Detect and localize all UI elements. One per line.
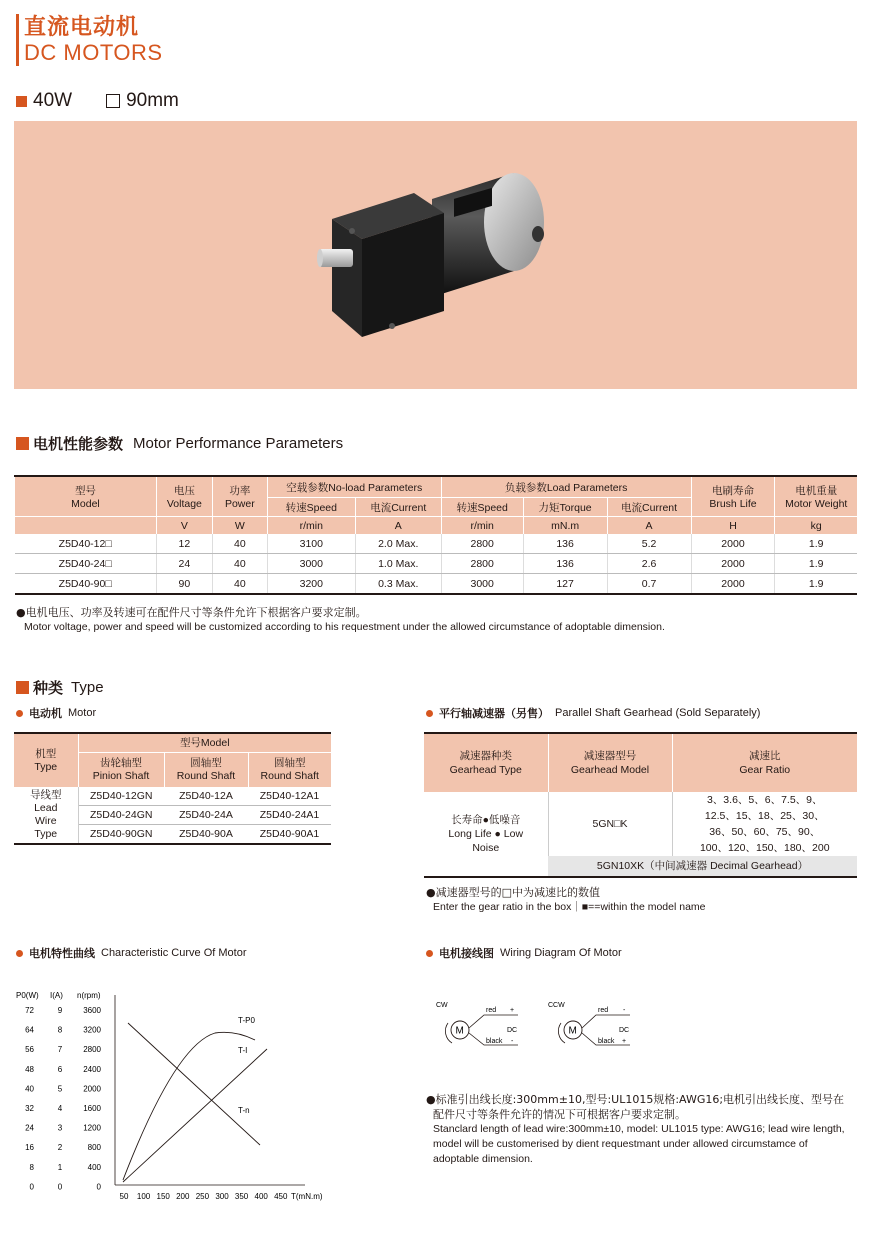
gearhead-table — [424, 732, 857, 878]
type-title-en: Type — [71, 679, 104, 696]
tick-label: 400 — [87, 1162, 101, 1172]
table-cell: 2.0 Max. — [355, 534, 441, 554]
gear-ratio-cell: 3、3.6、5、6、7.5、9、 12.5、15、18、25、30、 36、50、60、75、90、 100、120、150、180、200 — [672, 792, 857, 856]
curve-subtitle-en: Characteristic Curve Of Motor — [101, 947, 247, 959]
spec-line — [16, 90, 179, 112]
col-model: 型号 Model — [15, 476, 157, 517]
square-outline-icon — [106, 94, 120, 108]
table-cell: Z5D40-24□ — [15, 554, 157, 574]
curve-t-p0 — [123, 1032, 255, 1180]
model-cell: Z5D40-24A — [164, 806, 248, 825]
tick-label: 1 — [57, 1162, 63, 1172]
perf-title-en: Motor Performance Parameters — [133, 435, 344, 452]
unit-v: V — [156, 517, 212, 535]
filled-square-icon — [16, 681, 29, 694]
dc-gear-motor-illustration — [14, 121, 857, 389]
tick-label: 1600 — [83, 1104, 101, 1113]
tick-label: 2000 — [83, 1084, 101, 1094]
table-cell: 2000 — [691, 534, 775, 554]
bullet-dot-icon — [426, 710, 433, 717]
table-cell: 2.6 — [607, 554, 691, 574]
gear-model-cell: 5GN□K — [548, 792, 672, 856]
tick-label: 3 — [57, 1123, 63, 1133]
label-t-n: T-n — [238, 1106, 250, 1115]
tick-label: 5 — [57, 1084, 63, 1094]
tick-label: 3200 — [83, 1025, 101, 1035]
bullet-dot-icon — [16, 950, 23, 957]
motor-subtitle-cn: 电动机 — [29, 707, 62, 720]
unit-w: W — [212, 517, 267, 535]
tick-label: 16 — [25, 1143, 34, 1153]
model-cell: Z5D40-24A1 — [248, 806, 331, 825]
table-cell: 90 — [156, 574, 212, 595]
motor-type-table — [14, 732, 331, 845]
table-cell: 2000 — [691, 554, 775, 574]
table-cell: 40 — [212, 554, 267, 574]
type-title-cn: 种类 — [33, 679, 64, 697]
table-cell: 1.9 — [775, 534, 857, 554]
tick-label: 3600 — [83, 1006, 101, 1015]
col-noload: 空载参数No-load Parameters — [267, 476, 441, 498]
product-photo — [14, 121, 857, 389]
table-cell: 3000 — [441, 574, 523, 595]
perf-note-en: Motor voltage, power and speed will be customized according to his requestment under the allowed circumstance of adoptable dimension. — [24, 621, 665, 633]
table-cell: 2800 — [441, 554, 523, 574]
tick-label: 8 — [29, 1162, 34, 1172]
tick-label: 0 — [57, 1182, 63, 1192]
unit-h: H — [691, 517, 775, 535]
curve-t-n — [128, 1023, 260, 1145]
tick-label: 40 — [25, 1084, 34, 1094]
cw-diagram — [436, 1002, 518, 1045]
filled-square-icon — [16, 96, 27, 107]
tick-label: 56 — [25, 1045, 34, 1055]
col-weight: 电机重量 Motor Weight — [775, 476, 857, 517]
wiring-subtitle-cn: 电机接线图 — [439, 947, 494, 960]
gear-note-cn: ●减速器型号的□中为减速比的数值 — [426, 886, 600, 899]
table-cell: 0.7 — [607, 574, 691, 595]
table-cell: Z5D40-90□ — [15, 574, 157, 595]
cw-red-sign: + — [510, 1007, 515, 1014]
table-cell: 24 — [156, 554, 212, 574]
perf-section-title — [16, 433, 343, 454]
col-torque: 力矩Torque — [523, 498, 607, 517]
table-cell: 136 — [523, 534, 607, 554]
cw-label: CW — [436, 1002, 448, 1009]
tick-label: 50 — [119, 1192, 129, 1201]
type-section-title — [16, 677, 104, 698]
wiring-subtitle-en: Wiring Diagram Of Motor — [500, 947, 622, 959]
label-t-i: T-I — [238, 1046, 248, 1055]
table-cell: 136 — [523, 554, 607, 574]
tick-label: 350 — [234, 1192, 249, 1201]
tick-label: 300 — [215, 1192, 229, 1201]
spec-size: 90mm — [126, 90, 179, 111]
wire-red-label: red — [486, 1007, 497, 1014]
tick-label: 0 — [29, 1182, 34, 1192]
model-cell: Z5D40-12A — [164, 787, 248, 806]
gear-subtitle — [426, 705, 760, 721]
col-type: 机型 Type — [14, 733, 78, 787]
table-cell: Z5D40-12□ — [15, 534, 157, 554]
unit-rmin: r/min — [441, 517, 523, 535]
header-accent-bar — [16, 14, 19, 66]
gear-note-en: Enter the gear ratio in the box｜■==within the model name — [433, 901, 706, 913]
table-cell: 1.9 — [775, 554, 857, 574]
filled-square-icon — [16, 437, 29, 450]
tick-label: 450 — [274, 1192, 288, 1201]
axis-p-label: P0(W) — [16, 991, 39, 1000]
wiring-note-en3: adoptable dimension. — [433, 1153, 533, 1165]
table-cell: 0.3 Max. — [355, 574, 441, 595]
model-cell: Z5D40-90A1 — [248, 825, 331, 845]
gear-note — [426, 885, 706, 915]
axis-i-label: I(A) — [50, 991, 63, 1000]
table-cell: 127 — [523, 574, 607, 595]
performance-table — [14, 475, 857, 595]
col-gear-model: 减速器型号 Gearhead Model — [548, 733, 672, 792]
tick-label: 150 — [156, 1192, 170, 1201]
col-round: 圆轴型 Round Shaft — [164, 753, 248, 788]
ccw-red-sign: - — [623, 1007, 626, 1014]
table-cell: 3100 — [267, 534, 355, 554]
gear-subtitle-en: Parallel Shaft Gearhead (Sold Separately) — [555, 707, 761, 719]
wire-red-label: red — [598, 1007, 609, 1014]
table-cell: 2800 — [441, 534, 523, 554]
table-cell: 3000 — [267, 554, 355, 574]
wiring-note — [426, 1092, 856, 1167]
unit-rmin: r/min — [267, 517, 355, 535]
bullet-dot-icon — [16, 710, 23, 717]
tick-label: 7 — [57, 1045, 63, 1055]
table-cell: 5.2 — [607, 534, 691, 554]
table-cell: 1.0 Max. — [355, 554, 441, 574]
label-t-p0: T-P0 — [238, 1016, 255, 1025]
tick-label: 9 — [57, 1006, 63, 1015]
tick-label: 72 — [25, 1006, 34, 1015]
page-title-cn: 直流电动机 — [24, 15, 140, 40]
cw-black-sign: - — [511, 1038, 514, 1045]
perf-note — [16, 605, 665, 635]
tick-label: 8 — [57, 1025, 63, 1035]
col-current-load: 电流Current — [607, 498, 691, 517]
table-cell: 40 — [212, 574, 267, 595]
col-power: 功率 Power — [212, 476, 267, 517]
wire-black-label: black — [486, 1038, 503, 1045]
model-cell: Z5D40-90GN — [78, 825, 164, 845]
spec-power: 40W — [33, 90, 73, 111]
axis-t-label: T(mN.m) — [291, 1192, 323, 1201]
unit-a: A — [607, 517, 691, 535]
ccw-diagram — [548, 1002, 630, 1045]
dc-label: DC — [619, 1027, 630, 1034]
page-title-en: DC MOTORS — [24, 40, 163, 65]
tick-label: 1200 — [83, 1123, 101, 1133]
gear-type-cell: 长寿命●低噪音 Long Life ● Low Noise — [448, 814, 524, 854]
curve-subtitle-cn: 电机特性曲线 — [29, 947, 95, 960]
table-row — [15, 554, 858, 574]
model-cell: Z5D40-90A — [164, 825, 248, 845]
curve-t-i — [123, 1049, 267, 1182]
tick-label: 400 — [254, 1192, 268, 1201]
col-current-noload: 电流Current — [355, 498, 441, 517]
ccw-black-sign: + — [622, 1038, 627, 1045]
tick-label: 32 — [25, 1104, 34, 1113]
unit-mnm: mN.m — [523, 517, 607, 535]
table-cell: 12 — [156, 534, 212, 554]
wiring-diagram — [430, 995, 650, 1060]
gear-subtitle-cn: 平行轴减速器（另售） — [439, 707, 549, 720]
tick-label: 4 — [57, 1104, 63, 1113]
table-cell: 3200 — [267, 574, 355, 595]
bullet-dot-icon — [426, 950, 433, 957]
table-row — [15, 534, 858, 554]
decimal-gearhead-cell: 5GN10XK（中间减速器 Decimal Gearhead） — [548, 856, 857, 877]
col-gear-ratio: 减速比 Gear Ratio — [672, 733, 857, 792]
model-cell: Z5D40-12GN — [78, 787, 164, 806]
unit-blank — [15, 517, 157, 535]
motor-symbol: M — [568, 1025, 577, 1037]
tick-label: 0 — [96, 1182, 101, 1192]
tick-label: 2800 — [83, 1045, 101, 1055]
model-cell: Z5D40-24GN — [78, 806, 164, 825]
col-voltage: 电压 Voltage — [156, 476, 212, 517]
table-cell: 2000 — [691, 574, 775, 595]
characteristic-curve-chart — [10, 985, 340, 1210]
col-load: 负载参数Load Parameters — [441, 476, 691, 498]
tick-label: 24 — [25, 1123, 34, 1133]
model-cell: Z5D40-12A1 — [248, 787, 331, 806]
dc-label: DC — [507, 1027, 518, 1034]
tick-label: 200 — [176, 1192, 190, 1201]
tick-label: 250 — [195, 1192, 210, 1201]
col-pinion: 齿轮轴型 Pinion Shaft — [78, 753, 164, 788]
tick-label: 6 — [57, 1064, 63, 1074]
ccw-label: CCW — [548, 1002, 565, 1009]
col-round-a1: 圆轴型 Round Shaft — [248, 753, 331, 788]
table-row — [15, 574, 858, 595]
motor-symbol: M — [455, 1025, 464, 1037]
col-speed-load: 转速Speed — [441, 498, 523, 517]
wire-black-label: black — [598, 1038, 615, 1045]
wiring-note-en1: Stanclard length of lead wire:300mm±10, model: UL1015 type: AWG16; lead wire length, — [433, 1123, 845, 1135]
axis-n-label: n(rpm) — [77, 991, 101, 1000]
curve-subtitle — [16, 945, 246, 961]
tick-label: 64 — [25, 1025, 34, 1035]
col-speed-noload: 转速Speed — [267, 498, 355, 517]
wiring-note-cn2: 配件尺寸等条件允许的情况下可根据客户要求定制。 — [433, 1108, 686, 1121]
tick-label: 48 — [25, 1064, 34, 1074]
col-gear-type: 减速器种类 Gearhead Type — [424, 733, 548, 792]
unit-kg: kg — [775, 517, 857, 535]
motor-subtitle-en: Motor — [68, 707, 97, 719]
table-cell: 1.9 — [775, 574, 857, 595]
motor-subtitle — [16, 705, 96, 721]
perf-title-cn: 电机性能参数 — [33, 435, 124, 453]
col-brush-life: 电刷寿命 Brush Life — [691, 476, 775, 517]
tick-label: 100 — [136, 1192, 151, 1201]
tick-label: 800 — [87, 1143, 101, 1153]
table-cell: 40 — [212, 534, 267, 554]
wiring-subtitle — [426, 945, 622, 961]
col-model: 型号Model — [78, 733, 331, 753]
tick-label: 2 — [57, 1143, 63, 1153]
wiring-note-cn1: ●标准引出线长度:300mm±10,型号:UL1015规格:AWG16;电机引出线长度、型号在 — [426, 1093, 845, 1106]
tick-label: 2400 — [83, 1064, 101, 1074]
type-cell: 导线型 Lead Wire Type — [14, 787, 78, 844]
unit-a: A — [355, 517, 441, 535]
perf-note-cn: ●电机电压、功率及转速可在配件尺寸等条件允许下根据客户要求定制。 — [16, 606, 367, 619]
wiring-note-en2: model will be customerised by dient requestmant under allowed circumstamce of — [433, 1138, 808, 1150]
